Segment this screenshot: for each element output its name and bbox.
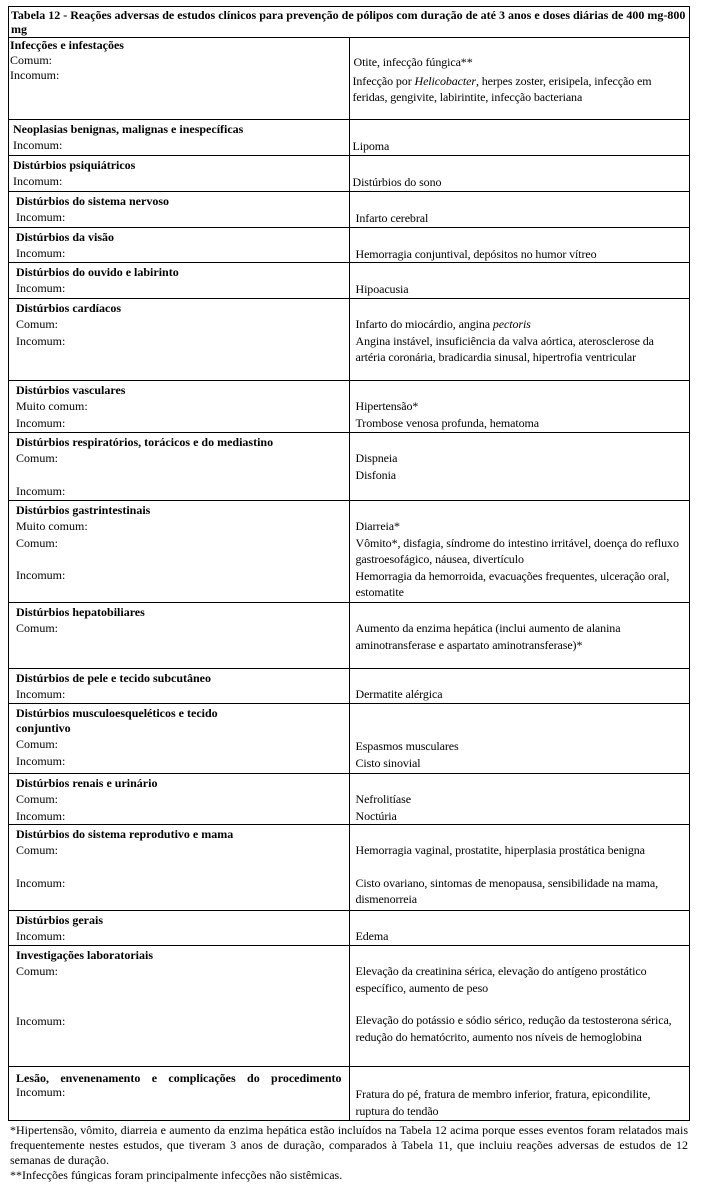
footnote: **Infecções fúngicas foram principalmente infecções não sistêmicas. (10, 1168, 343, 1182)
frequency-label: Incomum: (16, 929, 66, 943)
category-label: Distúrbios respiratórios, torácicos e do mediastino (16, 435, 274, 449)
table-row (9, 1067, 690, 1121)
adverse-reactions-table (8, 6, 690, 1121)
table-row (9, 191, 690, 227)
frequency-label: Incomum: (16, 753, 66, 768)
table-row (9, 501, 690, 603)
reaction-text: Espasmos musculares (355, 739, 459, 753)
frequency-label: Muito comum: (16, 399, 88, 413)
frequency-label: Incomum: (16, 483, 66, 498)
frequency-label: Incomum: (16, 245, 66, 260)
category-label: Distúrbios gerais (16, 913, 103, 927)
frequency-label: Comum: (16, 535, 59, 550)
frequency-label: Incomum: (16, 1013, 66, 1028)
footnotes (8, 1121, 690, 1183)
frequency-label: Incomum: (16, 687, 66, 701)
category-label: Distúrbios do sistema reprodutivo e mama (16, 827, 234, 841)
frequency-label: Comum: (16, 621, 59, 635)
table-caption-row (9, 7, 690, 38)
reaction-text: Diarreia* (355, 519, 400, 533)
table-row (9, 433, 690, 501)
table-row (9, 120, 690, 156)
category-label: Distúrbios cardíacos (16, 301, 121, 315)
frequency-label: Incomum: (16, 415, 66, 430)
table-row (9, 155, 690, 191)
frequency-label: Incomum: (16, 808, 66, 823)
frequency-label: Comum: (16, 792, 59, 806)
frequency-label: Incomum: (10, 68, 60, 82)
footnote: *Hipertensão, vômito, diarreia e aumento da enzima hepática estão incluídos na Tabela 12 acima porque esses eventos foram relatados mais frequentemente nestes estudos, que tiveram 3 anos de duração, comparados à Tabela 11, que incluiu reações adversas de estudos de 12 semanas de duração. (10, 1123, 688, 1167)
table-row (9, 704, 690, 774)
frequency-label: Incomum: (13, 173, 63, 188)
reaction-text: Angina instável, insuficiência da valva aórtica, aterosclerose da artéria coronária, bradicardia sinusal, hipertrofia ventricular (355, 333, 654, 364)
reaction-text: Disfonia (355, 467, 397, 482)
table-row (9, 381, 690, 433)
reaction-text: Infarto cerebral (355, 210, 429, 225)
reaction-text: Edema (355, 929, 389, 943)
frequency-label: Muito comum: (16, 519, 88, 533)
category-label: Distúrbios psiquiátricos (13, 157, 136, 172)
table-row (9, 774, 690, 825)
reaction-text: Elevação do potássio e sódio sérico, redução da testosterona sérica, redução do hematócrito, aumento nos níveis de hemoglobina (355, 1013, 672, 1044)
reaction-text: Infecção por Helicobacter, herpes zoster, erisipela, infecção em feridas, gengivite, labirintite, infecção bacteriana (352, 73, 652, 104)
table-row (9, 825, 690, 911)
reaction-text: Elevação da creatinina sérica, elevação do antígeno prostático específico, aumento de peso (355, 964, 647, 995)
table-row (9, 227, 690, 263)
category-label: Distúrbios musculoesqueléticos e tecido conjuntivo (16, 706, 218, 735)
reaction-text: Lipoma (352, 139, 390, 153)
frequency-label: Comum: (16, 451, 59, 465)
table-row (9, 299, 690, 381)
reaction-text: Hipertensão* (355, 399, 419, 413)
reaction-text: Dispneia (355, 451, 398, 465)
category-label: Distúrbios gastrintestinais (16, 503, 151, 517)
category-label: Distúrbios hepatobiliares (16, 605, 145, 619)
category-label: Lesão, envenenamento e complicações do procedimento (16, 1071, 342, 1085)
reaction-text: Noctúria (355, 808, 397, 823)
frequency-label: Incomum: (16, 568, 66, 582)
table-row (9, 38, 690, 120)
reaction-text: Cisto sinovial (355, 755, 421, 770)
reaction-text: Infarto do miocárdio, angina pectoris (355, 317, 531, 331)
reaction-text: Cisto ovariano, sintomas de menopausa, sensibilidade na mama, dismenorreia (355, 875, 659, 906)
category-label: Infecções e infestações (10, 38, 124, 52)
frequency-label: Comum: (10, 53, 53, 67)
category-label: Neoplasias benignas, malignas e inespecíficas (13, 122, 244, 136)
category-label: Distúrbios do sistema nervoso (16, 193, 170, 208)
category-label: Distúrbios de pele e tecido subcutâneo (16, 671, 211, 685)
category-label: Distúrbios renais e urinário (16, 776, 158, 790)
reaction-text: Hemorragia conjuntival, depósitos no humor vítreo (355, 246, 597, 261)
table-caption: Tabela 12 - Reações adversas de estudos clínicos para prevenção de pólipos com duração de até 3 anos e doses diárias de 400 mg-800 mg (9, 7, 690, 38)
reaction-text: Fratura do pé, fratura de membro inferior, fratura, epicondilite, ruptura do tendão (355, 1087, 651, 1118)
frequency-label: Incomum: (13, 138, 63, 152)
table-row (9, 946, 690, 1067)
frequency-label: Comum: (16, 737, 59, 751)
table-row (9, 669, 690, 704)
reaction-text: Vômito*, disfagia, síndrome do intestino irritável, doença do refluxo gastroesofágico, náusea, divertículo (355, 535, 679, 566)
frequency-label: Incomum: (16, 281, 66, 295)
reaction-text: Trombose venosa profunda, hematoma (355, 415, 539, 430)
reaction-text: Distúrbios do sono (352, 174, 442, 189)
reaction-text: Hipoacusia (355, 282, 409, 296)
frequency-label: Incomum: (16, 1085, 66, 1099)
frequency-label: Comum: (16, 964, 59, 978)
reaction-text: Hemorragia vaginal, prostatite, hiperplasia prostática benigna (355, 843, 645, 857)
frequency-label: Incomum: (16, 875, 66, 890)
frequency-label: Comum: (16, 843, 59, 857)
frequency-label: Incomum: (16, 209, 66, 224)
reaction-text: Aumento da enzima hepática (inclui aumento de alanina aminotransferase e aspartato aminotransferase)* (355, 621, 621, 652)
table-row (9, 911, 690, 946)
reaction-text: Dermatite alérgica (355, 687, 443, 701)
category-label: Distúrbios vasculares (16, 383, 126, 397)
reaction-text: Nefrolitíase (355, 792, 411, 806)
frequency-label: Comum: (16, 317, 59, 331)
category-label: Investigações laboratoriais (16, 948, 153, 962)
document-page (8, 6, 690, 1183)
category-label: Distúrbios do ouvido e labirinto (16, 265, 179, 279)
category-label: Distúrbios da visão (16, 229, 115, 244)
table-row (9, 263, 690, 299)
reaction-text: Otite, infecção fúngica** (353, 55, 473, 69)
table-row (9, 603, 690, 669)
frequency-label: Incomum: (16, 333, 66, 348)
reaction-text: Hemorragia da hemorroida, evacuações frequentes, ulceração oral, estomatite (355, 568, 670, 599)
